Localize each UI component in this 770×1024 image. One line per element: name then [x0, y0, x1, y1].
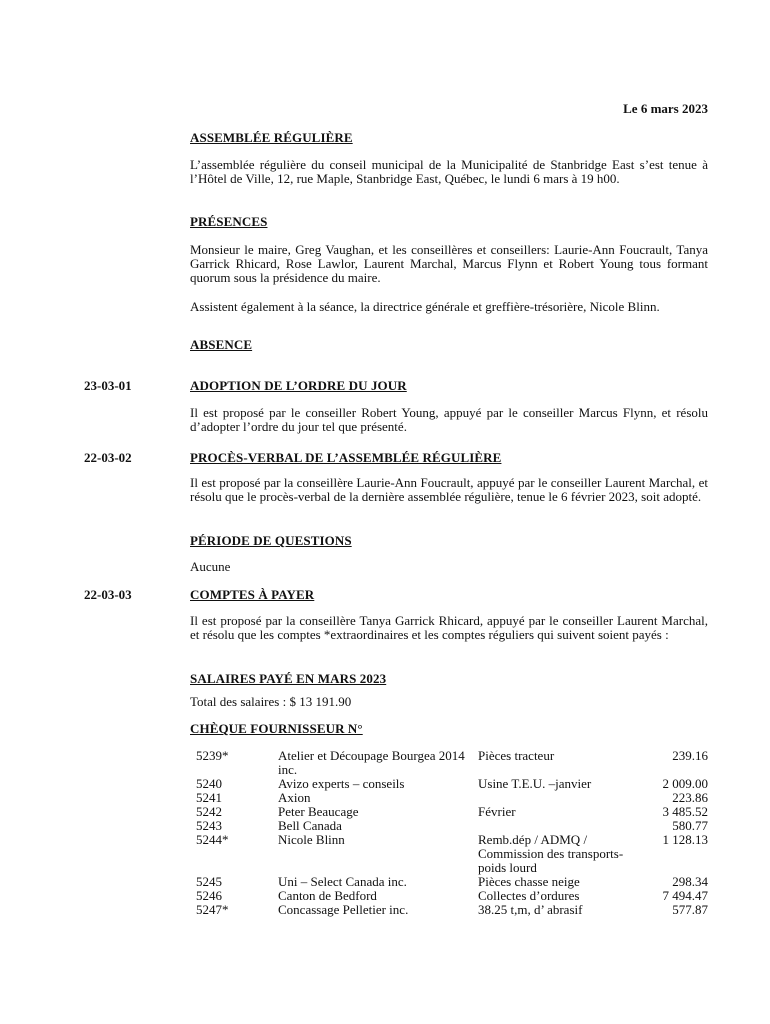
payment-amount: 580.77 [672, 818, 708, 833]
paragraph: Monsieur le maire, Greg Vaughan, et les conseillères et conseillers: Laurie-Ann Foucrault, Tanya Garrick Rhicard, Rose Lawlor, Laurent Marchal, Marcus Flynn et Robert Young tous formant quorum sous la présidence du maire. [190, 242, 708, 285]
payment-description: Usine T.E.U. –janvier [478, 776, 592, 791]
payment-amount: 298.34 [672, 874, 708, 889]
supplier-cheque-table [196, 749, 708, 917]
section-body [190, 299, 708, 315]
paragraph: Total des salaires : $ 13 191.90 [190, 694, 352, 709]
section-absence [190, 337, 708, 353]
payment-amount: 2 009.00 [662, 776, 708, 791]
meeting-date: Le 6 mars 2023 [623, 101, 708, 116]
payment-description: Février [478, 804, 516, 819]
table-row [196, 903, 708, 917]
section-body [190, 476, 708, 504]
paragraph: Il est proposé par le conseiller Robert Young, appuyé par le conseiller Marcus Flynn, et résolu d’adopter l’ordre du jour tel que présenté. [190, 405, 708, 434]
supplier-name: Bell Canada [278, 818, 342, 833]
section-body [190, 158, 708, 186]
supplier-name: Canton de Bedford [278, 888, 377, 903]
section-questions [190, 533, 708, 549]
payment-amount: 223.86 [672, 790, 708, 805]
section-heading: ABSENCE [190, 337, 253, 352]
cheque-number: 5244* [196, 832, 229, 847]
section-body [190, 406, 708, 434]
payment-description: 38.25 t,m, d’ abrasif [478, 902, 583, 917]
section-body [190, 695, 708, 709]
cheque-number: 5247* [196, 902, 229, 917]
payment-amount: 577.87 [672, 902, 708, 917]
payment-amount: 7 494.47 [662, 888, 708, 903]
section-comptes [190, 587, 708, 603]
payment-amount: 1 128.13 [662, 832, 708, 847]
section-heading: PÉRIODE DE QUESTIONS [190, 533, 352, 548]
table-row [196, 791, 708, 805]
supplier-name: Axion [278, 790, 311, 805]
section-body [190, 614, 708, 642]
resolution-number: 23-03-01 [84, 378, 132, 393]
section-heading: COMPTES À PAYER [190, 587, 315, 602]
section-salaires [190, 671, 708, 687]
table-row [196, 819, 708, 833]
table-row [196, 833, 708, 875]
section-proces [190, 450, 708, 466]
resolution-number: 22-03-02 [84, 450, 132, 465]
table-row [196, 749, 708, 777]
section-presences [190, 214, 708, 230]
section-ordre [190, 378, 708, 394]
supplier-name: Uni – Select Canada inc. [278, 874, 407, 889]
cheque-number: 5242 [196, 804, 222, 819]
section-heading: PROCÈS-VERBAL DE L’ASSEMBLÉE RÉGULIÈRE [190, 450, 502, 465]
cheque-number: 5245 [196, 874, 222, 889]
section-cheque [190, 721, 708, 737]
cheque-number: 5243 [196, 818, 222, 833]
supplier-name: Peter Beaucage [278, 804, 359, 819]
table-row [196, 805, 708, 819]
supplier-name: Concassage Pelletier inc. [278, 902, 409, 917]
supplier-name: Avizo experts – conseils [278, 776, 405, 791]
paragraph: Il est proposé par la conseillère Tanya Garrick Rhicard, appuyé par le conseiller Laurent Marchal, et résolu que les comptes *extraordinaires et les comptes réguliers qui suivent soient payés : [190, 613, 708, 642]
cheque-number: 5241 [196, 790, 222, 805]
payment-amount: 3 485.52 [662, 804, 708, 819]
payment-description: Collectes d’ordures [478, 888, 580, 903]
section-heading: ADOPTION DE L’ORDRE DU JOUR [190, 378, 407, 393]
section-heading: ASSEMBLÉE RÉGULIÈRE [190, 130, 353, 145]
payment-description: Pièces chasse neige [478, 874, 580, 889]
supplier-name: Nicole Blinn [278, 832, 345, 847]
payment-description [478, 791, 636, 805]
cheque-number: 5240 [196, 776, 222, 791]
paragraph: Aucune [190, 559, 231, 574]
section-body [190, 560, 708, 574]
table-row [196, 777, 708, 791]
paragraph: Il est proposé par la conseillère Laurie-Ann Foucrault, appuyé par le conseiller Laurent Marchal, et résolu que le procès-verbal de la dernière assemblée régulière, tenue le 6 février 2023, soit adopté. [190, 475, 708, 504]
payment-amount: 239.16 [672, 748, 708, 763]
table-row [196, 875, 708, 889]
table-row [196, 889, 708, 903]
section-assemblee [190, 130, 708, 146]
section-body [190, 243, 708, 285]
section-heading: CHÈQUE FOURNISSEUR N° [190, 721, 363, 736]
section-heading: PRÉSENCES [190, 214, 268, 229]
payment-description: Remb.dép / ADMQ / Commission des transports-poids lourd [478, 832, 624, 875]
payment-description: Pièces tracteur [478, 748, 555, 763]
paragraph: Assistent également à la séance, la directrice générale et greffière-trésorière, Nicole Blinn. [190, 299, 660, 314]
payment-description [478, 819, 636, 833]
paragraph: L’assemblée régulière du conseil municipal de la Municipalité de Stanbridge East s’est tenue à l’Hôtel de Ville, 12, rue Maple, Stanbridge East, Québec, le lundi 6 mars à 19 h00. [190, 157, 708, 186]
cheque-number: 5239* [196, 748, 229, 763]
section-heading: SALAIRES PAYÉ EN MARS 2023 [190, 671, 387, 686]
supplier-name: Atelier et Découpage Bourgea 2014 inc. [278, 748, 465, 777]
cheque-number: 5246 [196, 888, 222, 903]
resolution-number: 22-03-03 [84, 587, 132, 602]
